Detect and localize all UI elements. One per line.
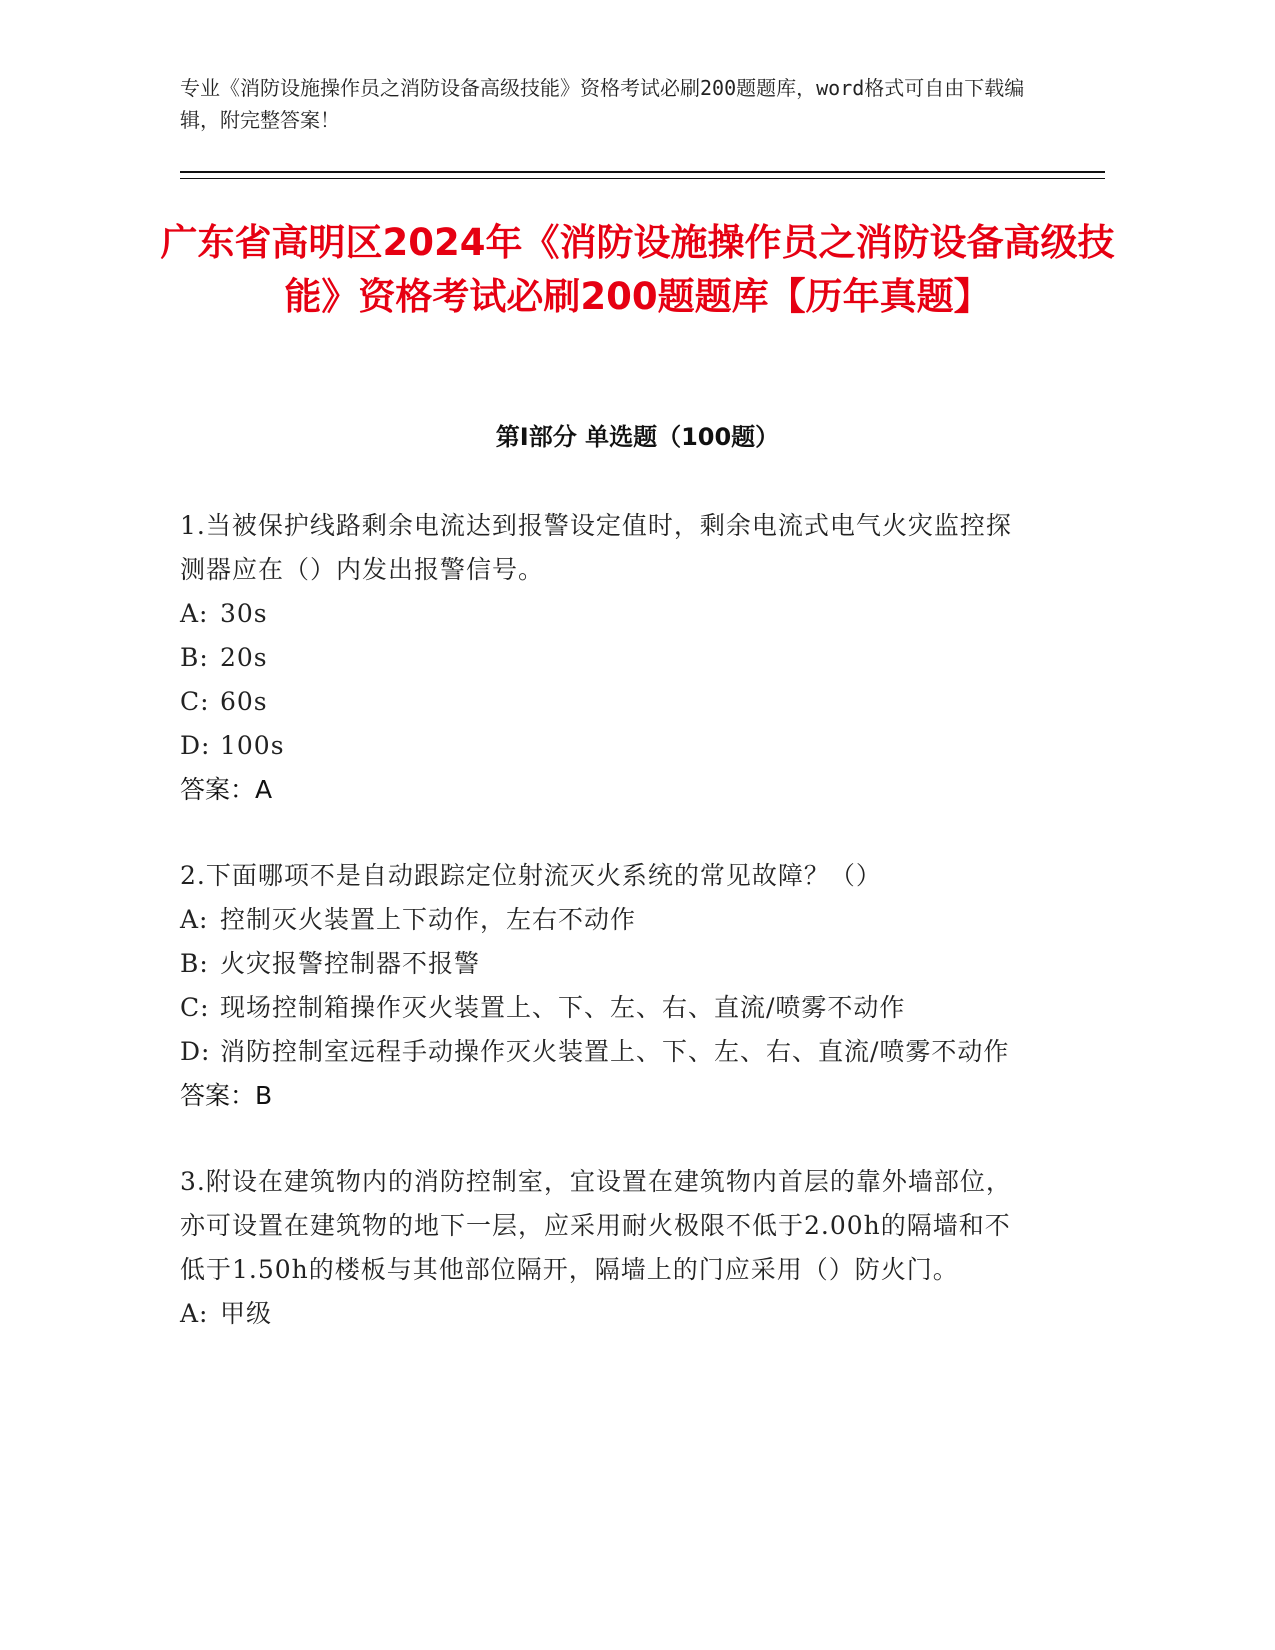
question-option bbox=[180, 592, 1020, 636]
question-option bbox=[180, 636, 1020, 680]
question-option bbox=[180, 986, 1020, 1030]
option-text: 100s bbox=[220, 731, 285, 760]
option-key: A: bbox=[180, 599, 209, 628]
question-option bbox=[180, 1030, 1020, 1074]
question-option bbox=[180, 898, 1020, 942]
option-text: 现场控制箱操作灭火装置上、下、左、右、直流/喷雾不动作 bbox=[220, 993, 906, 1022]
header-divider-thick bbox=[180, 171, 1105, 173]
option-text: 30s bbox=[220, 599, 268, 628]
option-key: D: bbox=[180, 731, 211, 760]
question-item bbox=[180, 854, 1020, 1118]
question-option bbox=[180, 680, 1020, 724]
question-answer: 答案：B bbox=[180, 1081, 273, 1110]
option-key: A: bbox=[180, 1299, 209, 1328]
question-text: 3.附设在建筑物内的消防控制室，宜设置在建筑物内首层的靠外墙部位，亦可设置在建筑物的地下一层，应采用耐火极限不低于2.00h的隔墙和不低于1.50h的楼板与其他部位隔开，隔墙上的门应采用（）防火门。 bbox=[180, 1167, 1012, 1284]
question-option bbox=[180, 724, 1020, 768]
question-text: 2.下面哪项不是自动跟踪定位射流灭火系统的常见故障？（） bbox=[180, 861, 882, 890]
option-text: 60s bbox=[220, 687, 268, 716]
document-title: 广东省高明区2024年《消防设施操作员之消防设备高级技能》资格考试必刷200题题库【历年真题】 bbox=[160, 221, 1115, 318]
section-title: 第Ⅰ部分 单选题（100题） bbox=[495, 423, 780, 451]
question-item bbox=[180, 504, 1020, 812]
option-key: C: bbox=[180, 687, 210, 716]
option-key: D: bbox=[180, 1037, 211, 1066]
option-key: B: bbox=[180, 949, 209, 978]
option-text: 20s bbox=[220, 643, 268, 672]
option-text: 火灾报警控制器不报警 bbox=[220, 949, 481, 978]
question-text: 1.当被保护线路剩余电流达到报警设定值时，剩余电流式电气火灾监控探测器应在（）内发出报警信号。 bbox=[180, 511, 1012, 584]
question-option bbox=[180, 942, 1020, 986]
option-key: A: bbox=[180, 905, 209, 934]
header-note: 专业《消防设施操作员之消防设备高级技能》资格考试必刷200题题库，word格式可自由下载编辑，附完整答案！ bbox=[180, 76, 1025, 132]
option-key: C: bbox=[180, 993, 210, 1022]
option-text: 消防控制室远程手动操作灭火装置上、下、左、右、直流/喷雾不动作 bbox=[220, 1037, 1010, 1066]
option-text: 控制灭火装置上下动作，左右不动作 bbox=[220, 905, 637, 934]
question-option bbox=[180, 1292, 1020, 1336]
question-item bbox=[180, 1160, 1020, 1336]
question-answer: 答案：A bbox=[180, 775, 273, 804]
header-divider-thin bbox=[180, 178, 1105, 179]
option-key: B: bbox=[180, 643, 209, 672]
option-text: 甲级 bbox=[220, 1299, 273, 1328]
question-list bbox=[180, 504, 1020, 1378]
